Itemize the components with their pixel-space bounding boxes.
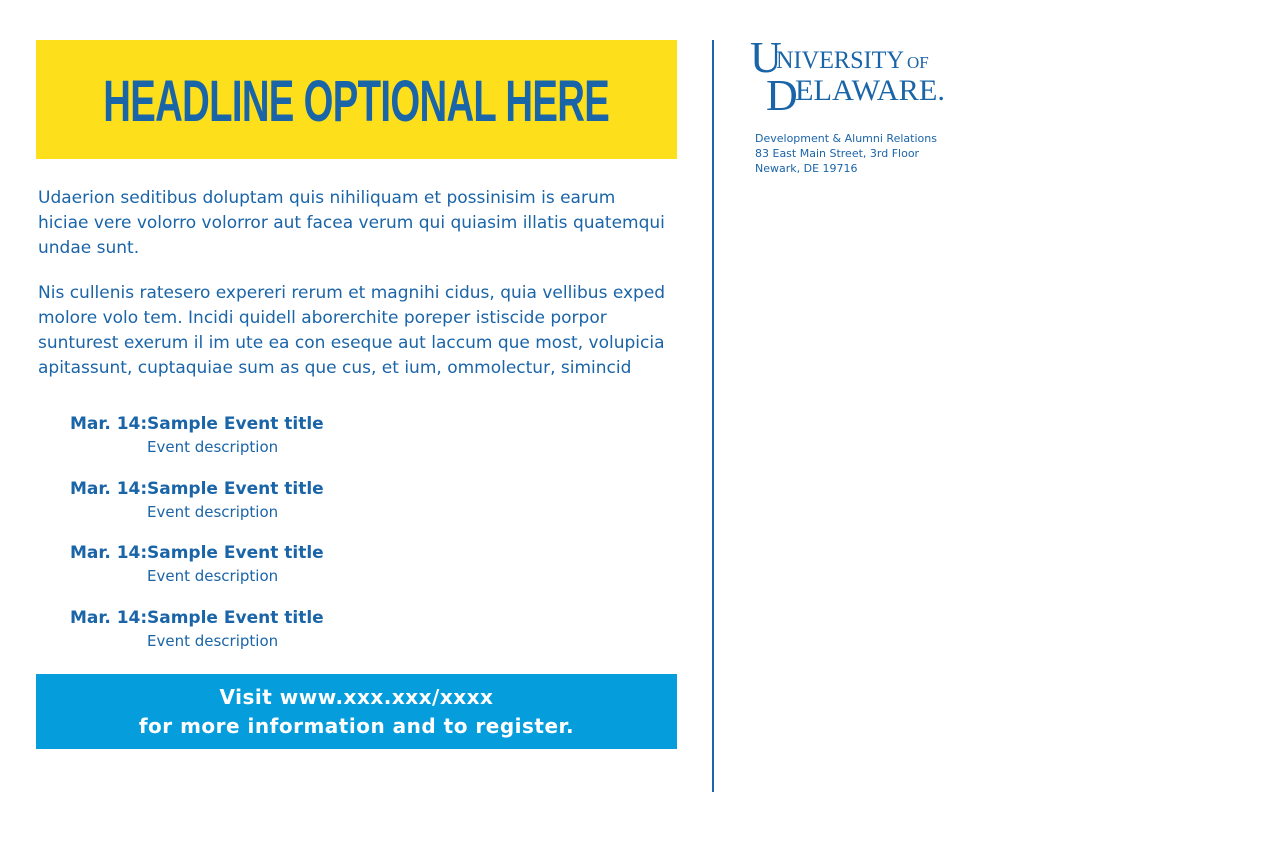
address-line-3: Newark, DE 19716 — [755, 162, 858, 175]
logo-word-of: OF — [907, 53, 929, 72]
event-description: Event description — [147, 438, 279, 456]
logo-initial-d: D — [766, 71, 798, 120]
address-line-2: 83 East Main Street, 3rd Floor — [755, 147, 920, 160]
event-description: Event description — [147, 567, 279, 585]
event-title: Sample Event title — [147, 414, 324, 434]
event-item — [70, 477, 630, 542]
body-paragraph-1: Udaerion seditibus doluptam quis nihiliquam et possinisim is earum hiciae vere volorro volorror aut facea verum qui quiasim illatis quatemqui undae sunt. — [38, 188, 665, 258]
university-logo — [750, 38, 950, 120]
registration-banner — [36, 674, 677, 749]
event-title: Sample Event title — [147, 478, 324, 499]
fold-divider — [712, 40, 714, 792]
event-title: Sample Event title — [147, 607, 324, 628]
return-address — [755, 131, 937, 176]
event-title: Sample Event title — [147, 543, 324, 563]
event-description: Event description — [147, 631, 279, 650]
event-date: Mar. 14: — [70, 607, 148, 628]
event-item — [70, 606, 630, 671]
event-description: Event description — [147, 502, 279, 521]
logo-word-university: NIVERSITY — [776, 47, 904, 74]
cta-line-2: for more information and to register. — [138, 713, 575, 738]
headline-banner — [36, 40, 677, 159]
event-date: Mar. 14: — [70, 543, 148, 563]
event-date: Mar. 14: — [70, 414, 148, 434]
event-list — [70, 412, 630, 670]
headline: HEADLINE OPTIONAL HERE — [103, 69, 610, 134]
event-item — [70, 412, 630, 477]
address-line-1: Development & Alumni Relations — [755, 132, 937, 145]
logo-word-delaware: ELAWARE. — [795, 74, 945, 107]
body-paragraph-2: Nis cullenis ratesero expereri rerum et magnihi cidus, quia vellibus exped molore volo tem. Incidi quidell aborerchite poreper istiscide porpor sunturest exerum il im ute ea con eseque aut laccum que most, volupicia apitassunt, cuptaquiae sum as que cus, et ium, ommolectur, simincid — [38, 283, 666, 378]
cta-line-1: Visit www.xxx.xxx/xxxx — [219, 684, 494, 709]
event-item — [70, 541, 630, 606]
logo-initial-u: U — [750, 38, 782, 82]
event-date: Mar. 14: — [70, 478, 148, 499]
